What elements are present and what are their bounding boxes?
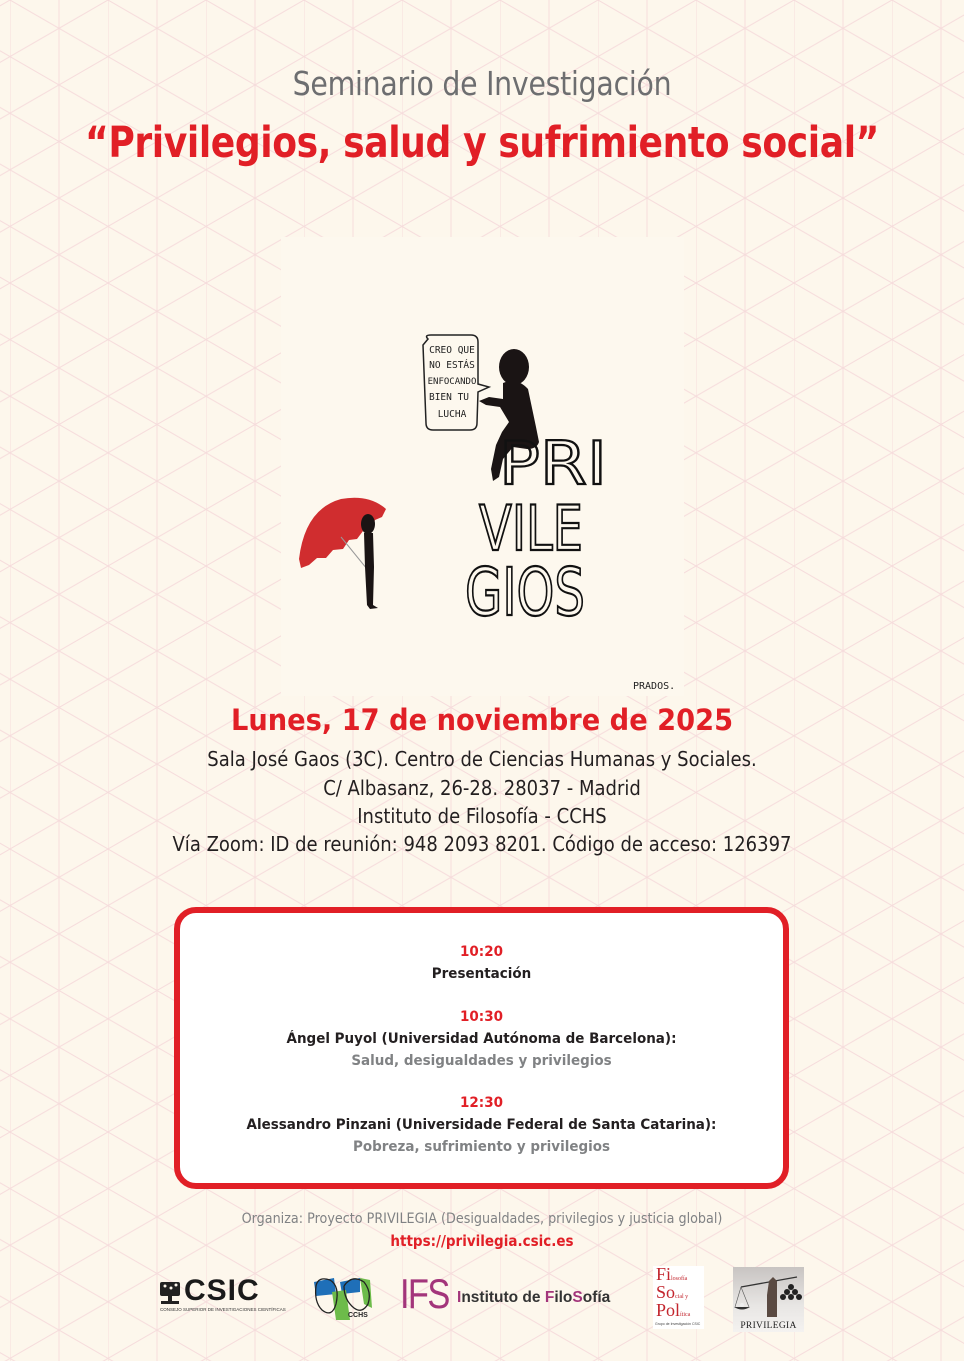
artist-signature: PRADOS.: [633, 681, 676, 692]
privilegios-illustration: [281, 237, 684, 696]
ifs-name: Instituto de FiloSofía: [457, 1289, 611, 1306]
project-url-link[interactable]: https://privilegia.csic.es: [390, 1232, 574, 1250]
svg-text:GIOS: GIOS: [465, 554, 585, 631]
seminar-title: “Privilegios, salud y sufrimiento social”: [85, 118, 879, 168]
program-talk-title: Salud, desigualdades y privilegios: [351, 1053, 612, 1069]
program-speaker: Alessandro Pinzani (Universidade Federal de Santa Catarina):: [246, 1117, 717, 1133]
event-date: Lunes, 17 de noviembre de 2025: [230, 703, 734, 737]
venue-line-address: C/ Albasanz, 26-28. 28037 - Madrid: [323, 776, 641, 800]
program-talk-title: Pobreza, sufrimiento y privilegios: [352, 1139, 611, 1155]
csic-subtitle: CONSEJO SUPERIOR DE INVESTIGACIONES CIENTÍFICAS: [160, 1307, 286, 1312]
csic-tree-icon: [158, 1280, 182, 1306]
program-speaker: Presentación: [431, 966, 532, 982]
svg-text:VILE: VILE: [479, 492, 583, 565]
standing-figure: [361, 514, 378, 609]
scales-of-justice-icon: [733, 1267, 804, 1319]
cchs-logo: [310, 1274, 380, 1322]
svg-text:NO ESTÁS: NO ESTÁS: [429, 360, 475, 371]
svg-text:ENFOCANDO: ENFOCANDO: [427, 377, 477, 387]
program-speaker: Ángel Puyol (Universidad Autónoma de Barcelona):: [286, 1031, 677, 1047]
svg-text:BIEN TU: BIEN TU: [428, 392, 470, 403]
svg-text:LUCHA: LUCHA: [437, 409, 467, 420]
program-box: [174, 907, 789, 1189]
csic-wordmark: CSIC: [184, 1274, 260, 1307]
program-time: 12:30: [460, 1095, 503, 1111]
program-time: 10:20: [460, 944, 503, 960]
program-time: 10:30: [460, 1009, 503, 1025]
privilegia-wordmark: PRIVILEGIA: [740, 1321, 797, 1331]
csic-logo: [158, 1274, 286, 1316]
venue-line-room: Sala José Gaos (3C). Centro de Ciencias Humanas y Sociales.: [207, 747, 757, 771]
fisopol-logo: Filosofía Social y Política Grupo de Investigación CSIC: [653, 1266, 704, 1329]
speech-bubble: [423, 335, 489, 430]
ifs-logo: [400, 1270, 630, 1320]
svg-text:PRI: PRI: [499, 429, 607, 499]
cchs-faces-icon: [310, 1274, 380, 1322]
ifs-mark: IFS: [400, 1270, 449, 1317]
venue-line-institute: Instituto de Filosofía - CCHS: [357, 804, 607, 828]
cchs-wordmark: CCHS: [348, 1312, 368, 1319]
venue-line-zoom: Vía Zoom: ID de reunión: 948 2093 8201. Código de acceso: 126397: [172, 832, 792, 856]
privilegia-logo: [733, 1267, 804, 1332]
seminar-subtitle: Seminario de Investigación: [292, 64, 672, 103]
privilegios-lettering: [465, 429, 607, 631]
svg-text:CREO QUE: CREO QUE: [429, 345, 475, 356]
organizer-text: Organiza: Proyecto PRIVILEGIA (Desigualdades, privilegios y justicia global): [241, 1211, 723, 1227]
